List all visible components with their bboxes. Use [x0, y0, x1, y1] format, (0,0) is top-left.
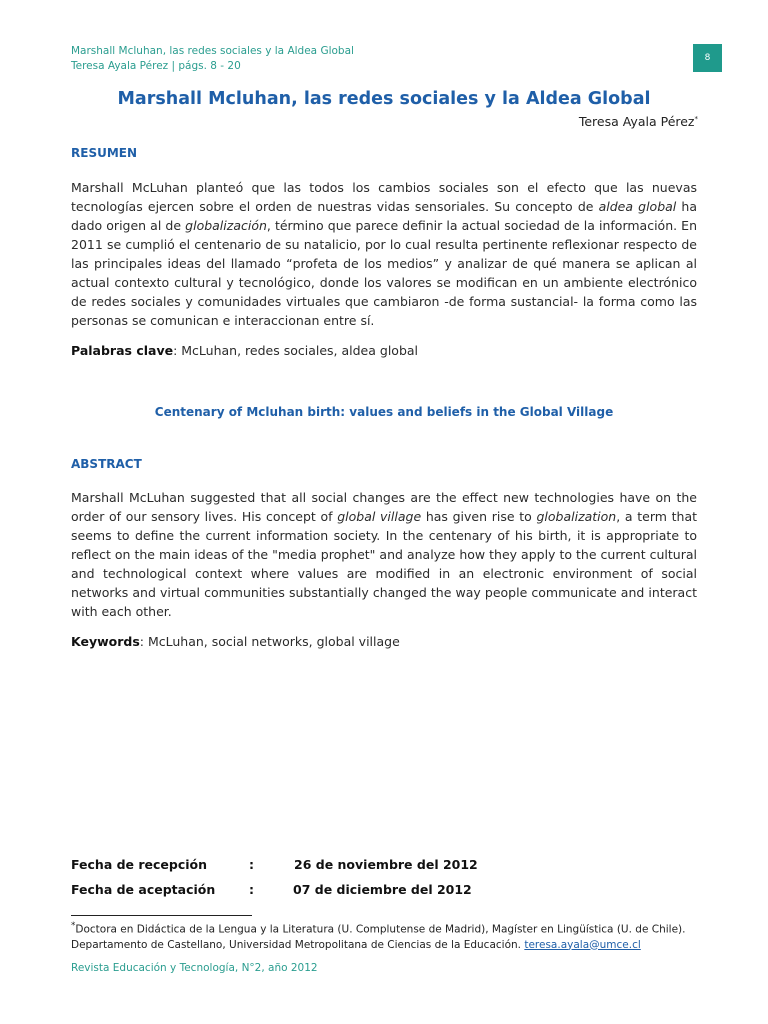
- date-accepted-value: 07 de diciembre del 2012: [293, 882, 472, 897]
- footnote-credentials: Doctora en Didáctica de la Lengua y la Literatura (U. Complutense de Madrid), Magíster en Lingüística (U. de Chile).: [75, 923, 686, 936]
- footnote-line-1: [71, 919, 711, 938]
- running-head-title: Marshall Mcluhan, las redes sociales y la Aldea Global: [71, 45, 354, 57]
- resumen-emphasis-1: aldea global: [598, 199, 677, 214]
- footnote-divider: [71, 915, 252, 916]
- resumen-emphasis-2: globalización: [185, 218, 267, 233]
- abstract-paragraph: [71, 488, 697, 621]
- footnote-affiliation: Departamento de Castellano, Universidad Metropolitana de Ciencias de la Educación.: [71, 938, 525, 951]
- article-title: Marshall Mcluhan, las redes sociales y la Aldea Global: [117, 89, 651, 109]
- abstract-heading: ABSTRACT: [71, 457, 142, 471]
- page-number-badge: 8: [693, 44, 722, 72]
- date-accepted-label: Fecha de aceptación: [71, 882, 216, 897]
- abstract-emphasis-2: globalization: [536, 509, 617, 524]
- keywords-values: : McLuhan, social networks, global village: [139, 634, 400, 649]
- resumen-heading: RESUMEN: [71, 146, 138, 160]
- date-received-separator: :: [249, 857, 254, 872]
- date-accepted-separator: :: [249, 882, 254, 897]
- palabras-clave-values: : McLuhan, redes sociales, aldea global: [173, 343, 419, 358]
- author-name: [579, 114, 698, 129]
- footnote-line-2: [71, 938, 711, 953]
- date-received-value: 26 de noviembre del 2012: [294, 857, 478, 872]
- keywords: [71, 634, 400, 649]
- resumen-text-3: , término que parece definir la actual sociedad de la información. En 2011 se cumplió el centenario de su natalicio, por lo cual resulta pertinente reflexionar respecto de las principales ideas del llamado “profeta de los medios” y analizar de qué manera se aplican al actual contexto cultural y tecnológico, donde los valores se modifican en un ambiente electrónico de redes sociales y comunidades virtuales que cambiaron -de forma sustancial- la forma como las personas se comunican e interaccionan entre sí.: [71, 218, 698, 328]
- resumen-paragraph: [71, 178, 697, 330]
- journal-footer: Revista Educación y Tecnología, N°2, año 2012: [71, 962, 318, 974]
- author-footnote-mark: *: [694, 114, 698, 123]
- author-name-text: Teresa Ayala Pérez: [578, 114, 695, 129]
- english-title: Centenary of Mcluhan birth: values and beliefs in the Global Village: [154, 405, 614, 419]
- keywords-label: Keywords: [71, 634, 140, 649]
- resumen-text-1: Marshall McLuhan planteó que las todos los cambios sociales son el efecto que las nuevas tecnologías ejercen sobre el orden de nuestras vidas sensoriales. Su concepto de: [71, 180, 697, 214]
- palabras-clave-label: Palabras clave: [71, 343, 174, 358]
- abstract-text-1: Marshall McLuhan suggested that all social changes are the effect new technologies have on the order of our sensory lives. His concept of: [71, 490, 697, 524]
- running-head-author-pages: Teresa Ayala Pérez | págs. 8 - 20: [71, 60, 241, 72]
- palabras-clave: [71, 343, 418, 358]
- resumen-text-2: ha dado origen al de: [71, 199, 698, 233]
- running-head: [71, 44, 354, 74]
- date-received-label: Fecha de recepción: [71, 857, 208, 872]
- footnote-mark: *: [71, 921, 76, 931]
- author-footnote: [71, 919, 711, 953]
- abstract-text-2: has given rise to: [421, 509, 537, 524]
- abstract-text-3: , a term that seems to define the current information society. In the centenary of his birth, it is appropriate to reflect on the main ideas of the "media prophet" and analyze how they apply to the current cultural and technological context where values are modified in an electronic environment of social networks and virtual communities substantially changed the way people communicate and interact with each other.: [71, 509, 698, 619]
- author-email-link[interactable]: teresa.ayala@umce.cl: [524, 938, 641, 951]
- abstract-emphasis-1: global village: [337, 509, 422, 524]
